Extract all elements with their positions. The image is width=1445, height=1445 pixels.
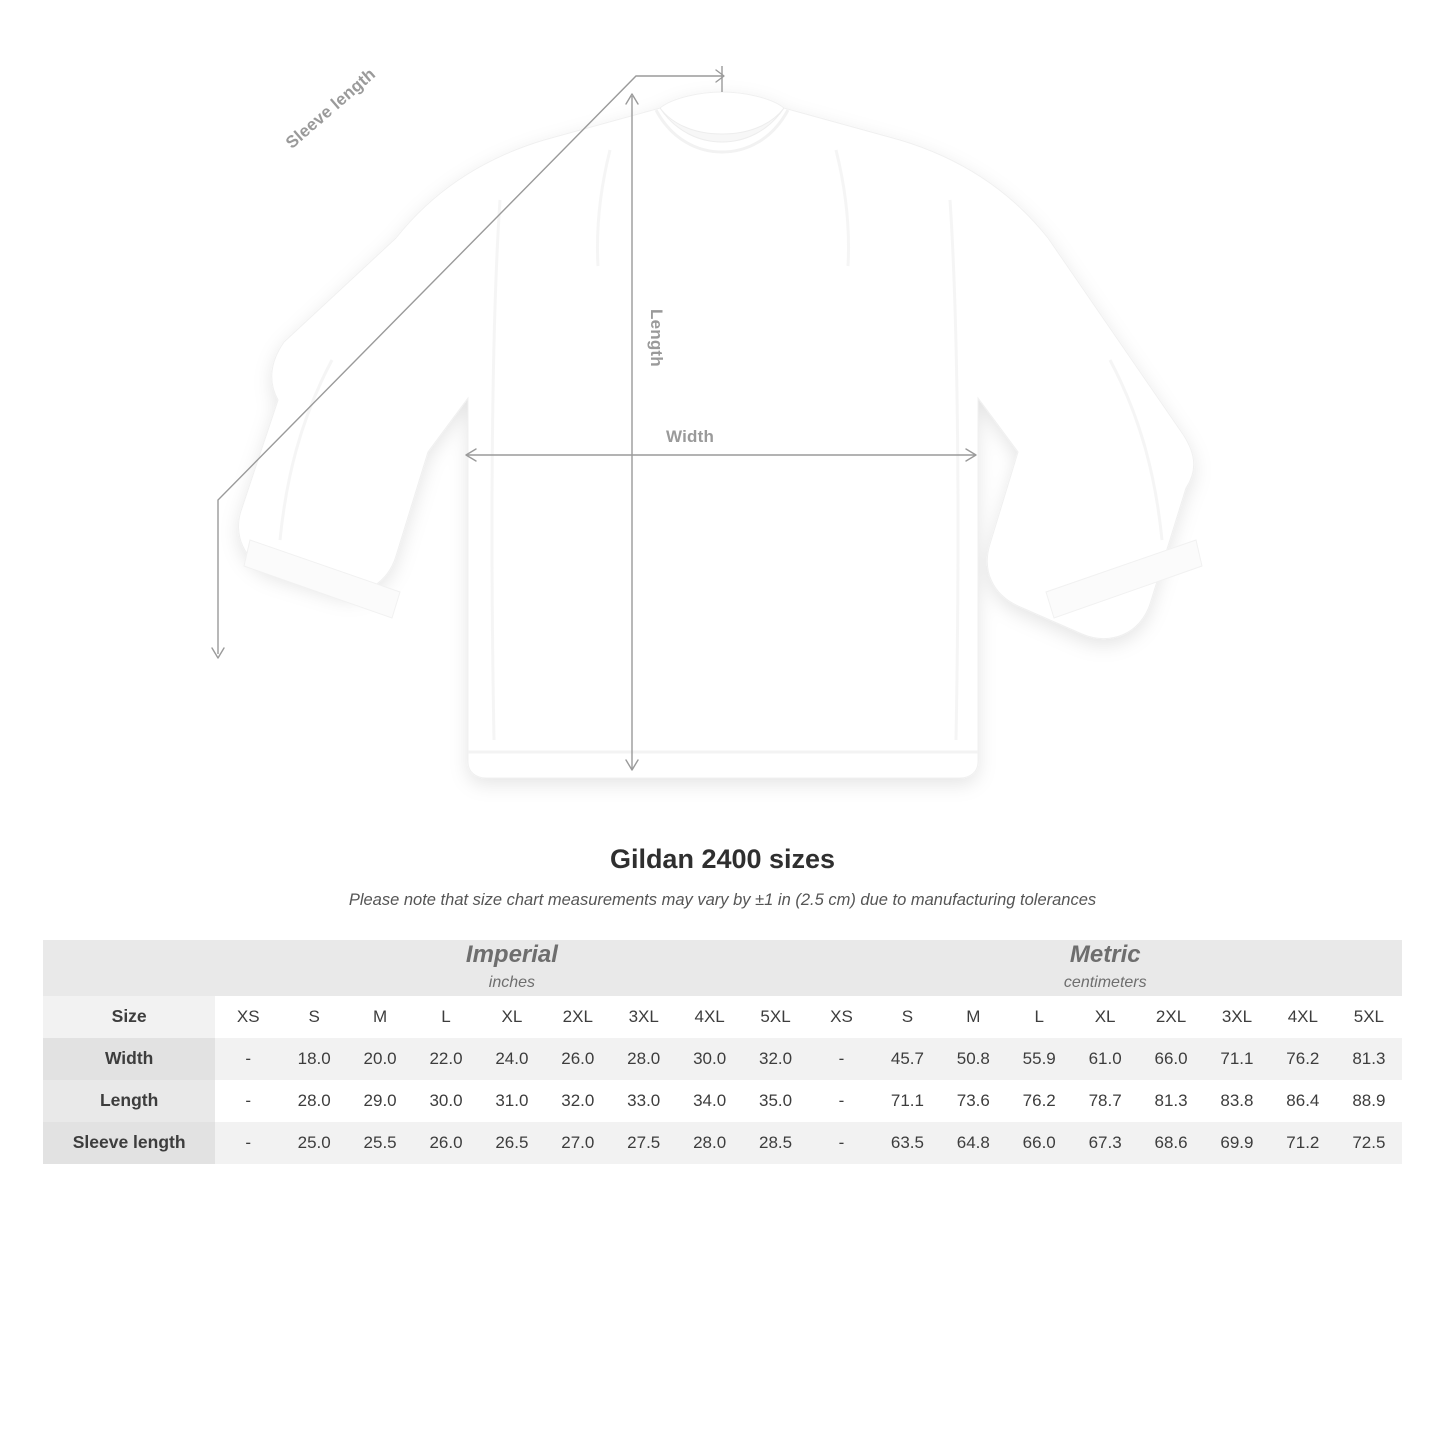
cell-sleeve-17: 72.5 [1336,1122,1402,1164]
cell-sleeve-12: 66.0 [1006,1122,1072,1164]
header-size: Size [43,996,215,1038]
cell-sleeve-7: 28.0 [677,1122,743,1164]
cell-width-2: 20.0 [347,1038,413,1080]
cell-length-12: 76.2 [1006,1080,1072,1122]
cell-sleeve-16: 71.2 [1270,1122,1336,1164]
header-col-9: XS [809,996,875,1038]
cell-sleeve-10: 63.5 [874,1122,940,1164]
header-col-17: 5XL [1336,996,1402,1038]
cell-sleeve-11: 64.8 [940,1122,1006,1164]
cell-width-10: 45.7 [874,1038,940,1080]
cell-length-7: 34.0 [677,1080,743,1122]
cell-width-15: 71.1 [1204,1038,1270,1080]
cell-length-9: - [809,1080,875,1122]
length-label: Length [647,309,666,367]
header-col-1: S [281,996,347,1038]
cell-width-14: 66.0 [1138,1038,1204,1080]
unit-group-imperial-sub: inches [488,974,536,991]
unit-group-empty [43,940,215,996]
cell-sleeve-2: 25.5 [347,1122,413,1164]
table-header-row [43,996,1402,1038]
cell-sleeve-8: 28.5 [743,1122,809,1164]
size-table-wrap [43,940,1402,1164]
cell-length-14: 81.3 [1138,1080,1204,1122]
cell-sleeve-4: 26.5 [479,1122,545,1164]
unit-group-metric-label: Metric [1069,941,1141,968]
table-row [43,1122,1402,1164]
header-col-0: XS [215,996,281,1038]
tolerance-note: Please note that size chart measurements may vary by ±1 in (2.5 cm) due to manufacturing tolerances [348,891,1097,909]
header-col-6: 3XL [611,996,677,1038]
cell-length-2: 29.0 [347,1080,413,1122]
cell-width-3: 22.0 [413,1038,479,1080]
cell-width-13: 61.0 [1072,1038,1138,1080]
cell-length-6: 33.0 [611,1080,677,1122]
header-col-4: XL [479,996,545,1038]
cell-width-11: 50.8 [940,1038,1006,1080]
cell-length-5: 32.0 [545,1080,611,1122]
header-col-14: 2XL [1138,996,1204,1038]
cell-width-8: 32.0 [743,1038,809,1080]
cell-length-0: - [215,1080,281,1122]
cell-width-16: 76.2 [1270,1038,1336,1080]
header-col-7: 4XL [677,996,743,1038]
cell-length-15: 83.8 [1204,1080,1270,1122]
unit-group-row [43,940,1402,996]
cell-length-10: 71.1 [874,1080,940,1122]
cell-sleeve-14: 68.6 [1138,1122,1204,1164]
header-col-2: M [347,996,413,1038]
header-col-16: 4XL [1270,996,1336,1038]
header-col-8: 5XL [743,996,809,1038]
cell-width-6: 28.0 [611,1038,677,1080]
cell-sleeve-1: 25.0 [281,1122,347,1164]
unit-group-metric-sub: centimeters [1063,974,1147,991]
cell-width-9: - [809,1038,875,1080]
cell-width-7: 30.0 [677,1038,743,1080]
cell-length-17: 88.9 [1336,1080,1402,1122]
cell-length-13: 78.7 [1072,1080,1138,1122]
header-col-13: XL [1072,996,1138,1038]
unit-group-metric [809,940,1402,996]
row-label-sleeve-length: Sleeve length [43,1122,215,1164]
header-col-11: M [940,996,1006,1038]
cell-length-8: 35.0 [743,1080,809,1122]
cell-sleeve-5: 27.0 [545,1122,611,1164]
cell-width-1: 18.0 [281,1038,347,1080]
row-label-length: Length [43,1080,215,1122]
cell-width-0: - [215,1038,281,1080]
title-block [0,844,1445,910]
size-table [43,940,1402,1164]
cell-length-1: 28.0 [281,1080,347,1122]
cell-width-5: 26.0 [545,1038,611,1080]
cell-width-12: 55.9 [1006,1038,1072,1080]
cell-width-4: 24.0 [479,1038,545,1080]
cell-sleeve-0: - [215,1122,281,1164]
cell-length-16: 86.4 [1270,1080,1336,1122]
width-label: Width [666,427,715,446]
unit-group-imperial-label: Imperial [465,941,558,968]
sleeve-length-label: Sleeve length [282,64,380,153]
cell-sleeve-13: 67.3 [1072,1122,1138,1164]
row-label-width: Width [43,1038,215,1080]
cell-sleeve-6: 27.5 [611,1122,677,1164]
unit-group-imperial [215,940,808,996]
cell-sleeve-9: - [809,1122,875,1164]
header-col-3: L [413,996,479,1038]
table-row [43,1038,1402,1080]
header-col-12: L [1006,996,1072,1038]
page-title: Gildan 2400 sizes [609,844,836,874]
cell-sleeve-3: 26.0 [413,1122,479,1164]
cell-length-11: 73.6 [940,1080,1006,1122]
header-col-5: 2XL [545,996,611,1038]
table-row [43,1080,1402,1122]
cell-length-4: 31.0 [479,1080,545,1122]
cell-length-3: 30.0 [413,1080,479,1122]
cell-width-17: 81.3 [1336,1038,1402,1080]
header-col-15: 3XL [1204,996,1270,1038]
cell-sleeve-15: 69.9 [1204,1122,1270,1164]
header-col-10: S [874,996,940,1038]
